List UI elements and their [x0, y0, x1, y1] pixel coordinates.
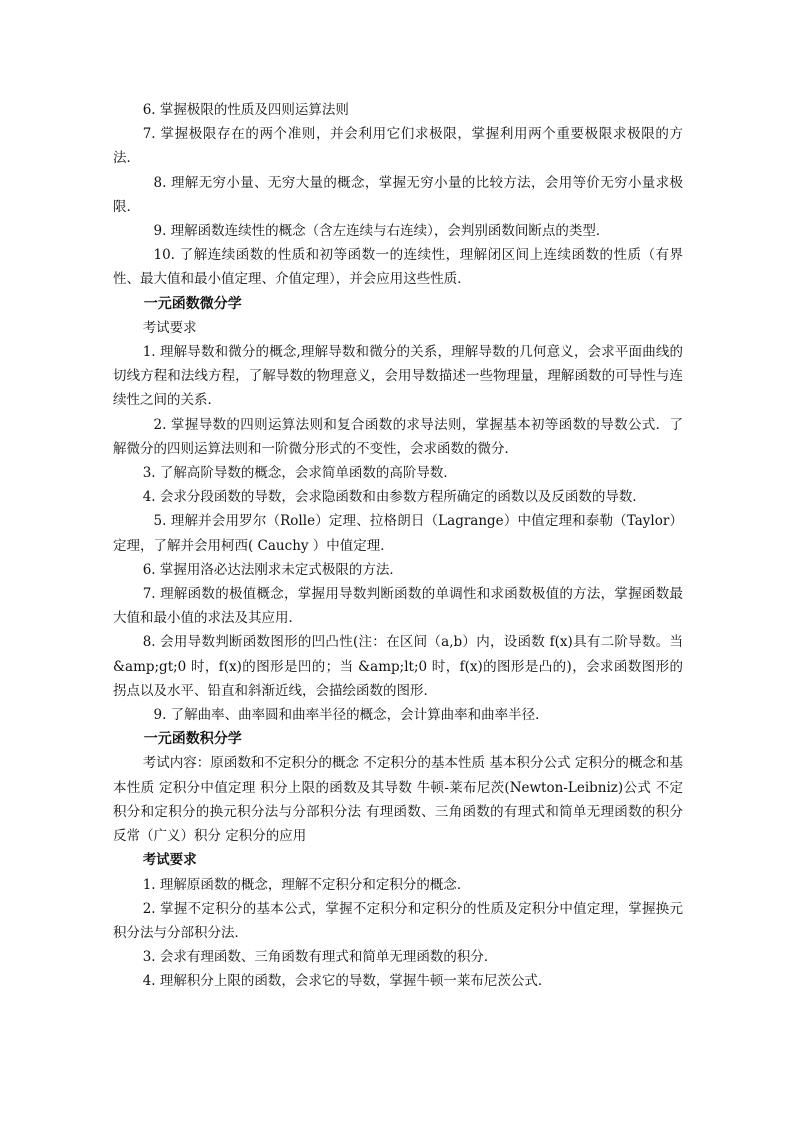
list-item: 7. 掌握极限存在的两个准则，并会利用它们求极限，掌握利用两个重要极限求极限的方法．: [113, 126, 683, 167]
list-item: 4. 理解积分上限的函数，会求它的导数，掌握牛顿一莱布尼茨公式．: [142, 973, 552, 990]
list-item: 1. 理解原函数的概念，理解不定积分和定积分的概念．: [142, 876, 471, 893]
list-item: 5. 理解并会用罗尔（Rolle）定理、拉格朗日（Lagrange）中值定理和泰勒（Taylor）定理，了解并会用柯西( Cauchy ）中值定理．: [113, 513, 683, 554]
list-item: 3. 了解高阶导数的概念，会求简单函数的高阶导数．: [142, 465, 457, 482]
list-item: 4. 会求分段函数的导数，会求隐函数和由参数方程所确定的函数以及反函数的导数．: [142, 489, 646, 506]
list-item: 2. 掌握不定积分的基本公式，掌握不定积分和定积分的性质及定积分中值定理，掌握换元积分法与分部积分法．: [113, 900, 683, 941]
list-item: 9. 理解函数连续性的概念（含左连续与右连续），会判别函数间断点的类型．: [153, 223, 610, 240]
section-subtitle: 考试要求: [142, 852, 197, 869]
list-item: 10. 了解连续函数的性质和初等函数一的连续性，理解闭区间上连续函数的性质（有界性、最大值和最小值定理、介值定理），并会应用这些性质．: [113, 247, 683, 288]
document-page: [113, 98, 683, 994]
list-item: 6. 掌握用洛必达法刚求未定式极限的方法．: [142, 561, 403, 578]
section-content: 考试内容：原函数和不定积分的概念 不定积分的基本性质 基本积分公式 定积分的概念和基本性质 定积分中值定理 积分上限的函数及其导数 牛顿-莱布尼茨(Newton-Leibniz)公式 不定积分和定积分的换元积分法与分部积分法 有理函数、三角函数的有理式和简单无理函数的积分反常（广义）积分 定积分的应用: [113, 755, 683, 845]
list-item: 6. 掌握极限的性质及四则运算法则: [142, 102, 349, 118]
list-item: 3. 会求有理函数、三角函数有理式和简单无理函数的积分．: [142, 949, 498, 966]
list-item: 7. 理解函数的极值概念，掌握用导数判断函数的单调性和求函数极值的方法，掌握函数最大值和最小值的求法及其应用．: [113, 586, 683, 627]
list-item: 1. 理解导数和微分的概念,理解导数和微分的关系，理解导数的几何意义，会求平面曲线的切线方程和法线方程，了解导数的物理意义，会用导数描述一些物理量，理解函数的可导性与连续性之间的关系．: [113, 344, 683, 409]
list-item: 9. 了解曲率、曲率圆和曲率半径的概念，会计算曲率和曲率半径．: [153, 707, 549, 724]
list-item: 8. 理解无穷小量、无穷大量的概念，掌握无穷小量的比较方法，会用等价无穷小量求极限．: [113, 174, 683, 215]
section-heading-differential: 一元函数微分学: [143, 295, 242, 312]
section-subtitle: 考试要求: [142, 319, 197, 336]
list-item: 2. 掌握导数的四则运算法则和复合函数的求导法则，掌握基本初等函数的导数公式．了解微分的四则运算法则和一阶微分形式的不变性，会求函数的微分．: [113, 416, 683, 457]
section-heading-integral: 一元函数积分学: [143, 731, 242, 748]
list-item: 8. 会用导数判断函数图形的凹凸性(注：在区间（a,b）内，设函数 f(x)具有二阶导数。当 &amp;gt;0 时，f(x)的图形是凹的；当 &amp;lt;0 时，f(x)的图形是凸的)，会求函数图形的拐点以及水平、铅直和斜渐近线，会描绘函数的图形．: [113, 634, 683, 699]
